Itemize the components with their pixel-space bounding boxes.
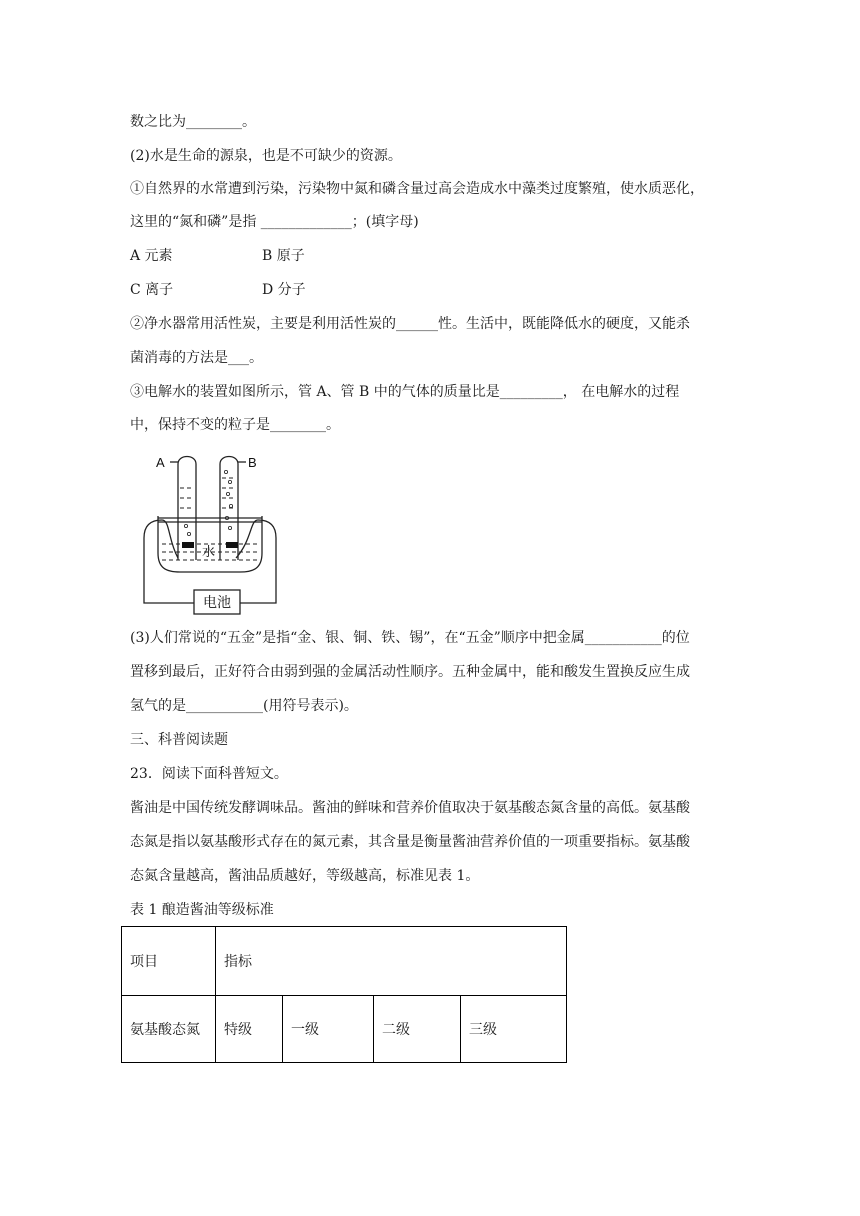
option-b: B 原子 bbox=[262, 248, 305, 264]
table-row bbox=[122, 996, 567, 1063]
text-line: 数之比为________。 bbox=[130, 114, 256, 130]
text-line: ③电解水的装置如图所示，管 A、管 B 中的气体的质量比是_________， 在电解水的过程 bbox=[130, 384, 680, 400]
option-a: A 元素 bbox=[130, 248, 173, 264]
text-line: 氢气的是___________(用符号表示)。 bbox=[130, 698, 358, 714]
grade-standard-table bbox=[121, 926, 567, 1063]
text-line: ①自然界的水常遭到污染，污染物中氮和磷含量过高会造成水中藻类过度繁殖，使水质恶化， bbox=[130, 181, 704, 197]
question-title: 23．阅读下面科普短文。 bbox=[130, 766, 288, 782]
tube-b-label: B bbox=[248, 455, 257, 470]
option-d: D 分子 bbox=[262, 282, 306, 298]
text-line: 态氮含量越高，酱油品质越好，等级越高，标准见表 1。 bbox=[130, 868, 480, 884]
text-line: 态氮是指以氨基酸形式存在的氮元素，其含量是衡量酱油营养价值的一项重要指标。氨基酸 bbox=[130, 834, 690, 850]
text-line: (3)人们常说的“五金”是指“金、银、铜、铁、锡”，在“五金”顺序中把金属___________的位 bbox=[130, 630, 690, 646]
text-line: (2)水是生命的源泉，也是不可缺少的资源。 bbox=[130, 148, 402, 164]
text-line: 这里的“氮和磷”是指 _____________；(填字母) bbox=[130, 214, 419, 230]
text-line: ②净水器常用活性炭，主要是利用活性炭的______性。生活中，既能降低水的硬度，又能杀 bbox=[130, 316, 690, 332]
table-cell: 一级 bbox=[283, 996, 374, 1063]
section-heading: 三、科普阅读题 bbox=[130, 732, 228, 748]
table-cell: 二级 bbox=[374, 996, 461, 1063]
tube-a-label: A bbox=[156, 455, 165, 470]
text-line: 中，保持不变的粒子是________。 bbox=[130, 417, 340, 433]
table-cell: 特级 bbox=[216, 996, 283, 1063]
table-cell: 项目 bbox=[122, 927, 216, 996]
text-line: 置移到最后，正好符合由弱到强的金属活动性顺序。五种金属中，能和酸发生置换反应生成 bbox=[130, 664, 690, 680]
text-line: 菌消毒的方法是___。 bbox=[130, 350, 263, 366]
table-caption: 表 1 酿造酱油等级标准 bbox=[130, 902, 274, 918]
table-cell: 氨基酸态氮 bbox=[122, 996, 216, 1063]
battery-label: 电池 bbox=[203, 594, 231, 610]
table-cell: 指标 bbox=[216, 927, 567, 996]
water-label: 水 bbox=[202, 544, 216, 559]
table-row bbox=[122, 927, 567, 996]
option-c: C 离子 bbox=[130, 282, 174, 298]
text-line: 酱油是中国传统发酵调味品。酱油的鲜味和营养价值取决于氨基酸态氮含量的高低。氨基酸 bbox=[130, 800, 690, 816]
electrolysis-diagram bbox=[140, 448, 280, 616]
table-cell: 三级 bbox=[461, 996, 567, 1063]
